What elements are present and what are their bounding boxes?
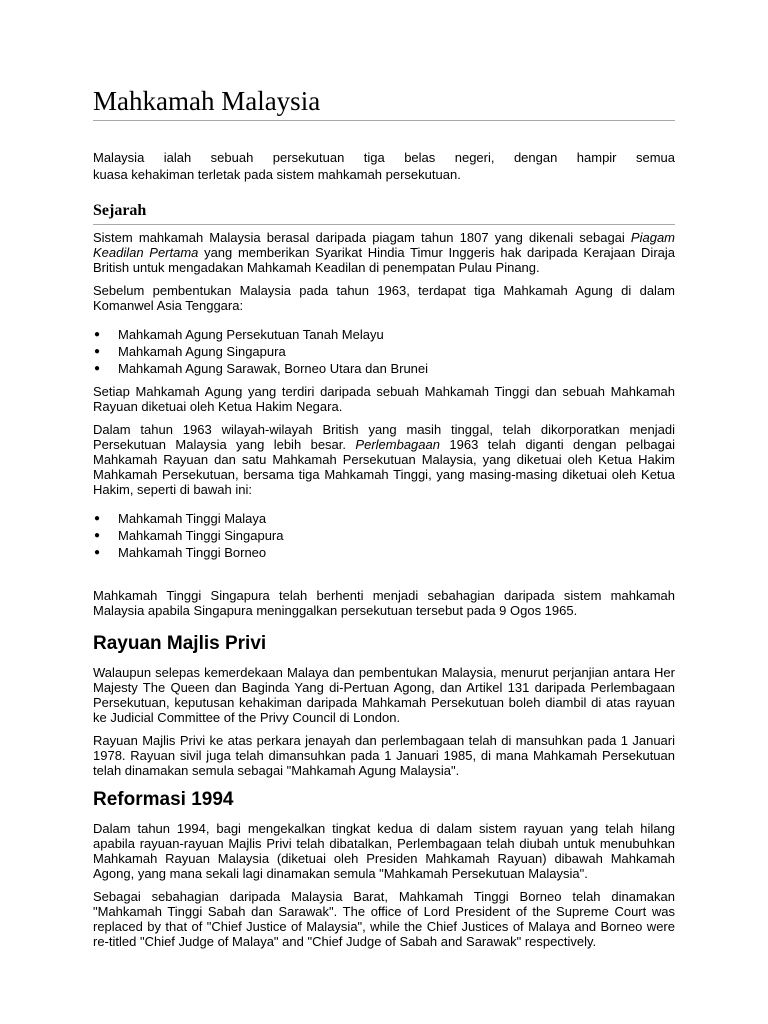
list-item-text: Mahkamah Agung Singapura <box>118 344 286 359</box>
bullet-icon: ● <box>94 346 101 357</box>
bullet-icon: ● <box>94 329 101 340</box>
intro-line-2: kuasa kehakiman terletak pada sistem mahkamah persekutuan. <box>93 167 461 182</box>
sejarah-paragraph-5: Mahkamah Tinggi Singapura telah berhenti menjadi sebahagian daripada sistem mahkamah Malaysia apabila Singapura meninggalkan persekutuan tersebut pada 9 Ogos 1965. <box>93 588 675 618</box>
list-item-text: Mahkamah Agung Sarawak, Borneo Utara dan Brunei <box>118 361 429 376</box>
sejarah-p4-text-b: 1963 telah diganti dengan pelbagai Mahkamah Rayuan dan satu Mahkamah Persekutuan Malaysia, yang diketuai oleh Ketua Hakim Mahkamah Persekutuan, bersama tiga Mahkamah Tinggi, yang masing-masing diketuai oleh Ketua Hakim, seperti di bawah ini: <box>93 437 675 497</box>
list-item <box>93 326 675 343</box>
section-heading-rayuan: Rayuan Majlis Privi <box>93 633 267 654</box>
section-heading-reformasi: Reformasi 1994 <box>93 789 234 810</box>
list-item-text: Mahkamah Agung Persekutuan Tanah Melayu <box>118 327 384 342</box>
sejarah-p1-emphasis: Piagam Keadilan Pertama <box>93 230 675 260</box>
intro-paragraph <box>93 150 675 182</box>
high-courts-list <box>93 510 675 561</box>
bullet-icon: ● <box>94 547 101 558</box>
bullet-icon: ● <box>94 530 101 541</box>
intro-line-1: Malaysia ialah sebuah persekutuan tiga belas negeri, dengan hampir semua <box>93 150 675 165</box>
list-item <box>93 544 675 561</box>
supreme-courts-list <box>93 326 675 377</box>
reformasi-paragraph-2: Sebagai sebahagian daripada Malaysia Barat, Mahkamah Tinggi Borneo telah dinamakan "Mahkamah Tinggi Sabah dan Sarawak". The office of Lord President of the Supreme Court was replaced by that of "Chief Justice of Malaysia", while the Chief Justices of Malaya and Borneo were re-titled "Chief Judge of Malaya" and "Chief Judge of Sabah and Sarawak" respectively. <box>93 889 675 949</box>
list-item <box>93 360 675 377</box>
document-page <box>93 84 675 949</box>
section-heading-sejarah: Sejarah <box>93 201 675 225</box>
sejarah-paragraph-4 <box>93 422 675 497</box>
bullet-icon: ● <box>94 363 101 374</box>
list-item <box>93 527 675 544</box>
sejarah-p4-text-a: Dalam tahun 1963 wilayah-wilayah British yang masih tinggal, telah dikorporatkan menjadi Persekutuan Malaysia yang lebih besar. <box>93 422 675 452</box>
rayuan-paragraph-2: Rayuan Majlis Privi ke atas perkara jenayah dan perlembagaan telah di mansuhkan pada 1 Januari 1978. Rayuan sivil juga telah dimansuhkan pada 1 Januari 1985, di mana Mahkamah Persekutuan telah dinamakan semula sebagai "Mahkamah Agung Malaysia". <box>93 733 675 778</box>
sejarah-paragraph-3: Setiap Mahkamah Agung yang terdiri daripada sebuah Mahkamah Tinggi dan sebuah Mahkamah Rayuan diketuai oleh Ketua Hakim Negara. <box>93 384 675 414</box>
page-title: Mahkamah Malaysia <box>93 84 675 121</box>
reformasi-paragraph-1: Dalam tahun 1994, bagi mengekalkan tingkat kedua di dalam sistem rayuan yang telah hilang apabila rayuan-rayuan Majlis Privi telah dibatalkan, Perlembagaan telah diubah untuk menubuhkan Mahkamah Rayuan Malaysia (diketuai oleh Presiden Mahkamah Rayuan) dibawah Mahkamah Agong, yang mana sekali lagi dinamakan semula "Mahkamah Persekutuan Malaysia". <box>93 821 675 881</box>
list-item-text: Mahkamah Tinggi Borneo <box>118 545 267 560</box>
list-item-text: Mahkamah Tinggi Singapura <box>118 528 284 543</box>
list-item-text: Mahkamah Tinggi Malaya <box>118 511 267 526</box>
rayuan-paragraph-1: Walaupun selepas kemerdekaan Malaya dan pembentukan Malaysia, menurut perjanjian antara Her Majesty The Queen dan Baginda Yang di-Pertuan Agong, dan Artikel 131 daripada Perlembagaan Persekutuan, keputusan kehakiman daripada Mahkamah Persekutuan boleh diambil di atas rayuan ke Judicial Committee of the Privy Council di London. <box>93 665 675 725</box>
sejarah-paragraph-1 <box>93 230 675 275</box>
sejarah-p1-text-a: Sistem mahkamah Malaysia berasal daripada piagam tahun 1807 yang dikenali sebagai <box>93 230 631 245</box>
list-item <box>93 510 675 527</box>
sejarah-p1-text-b: yang memberikan Syarikat Hindia Timur Inggeris hak daripada Kerajaan Diraja British untuk mengadakan Mahkamah Keadilan di penempatan Pulau Pinang. <box>93 245 675 275</box>
list-item <box>93 343 675 360</box>
sejarah-p4-emphasis: Perlembagaan <box>355 437 440 452</box>
sejarah-paragraph-2: Sebelum pembentukan Malaysia pada tahun 1963, terdapat tiga Mahkamah Agung di dalam Komanwel Asia Tenggara: <box>93 283 675 313</box>
bullet-icon: ● <box>94 513 101 524</box>
